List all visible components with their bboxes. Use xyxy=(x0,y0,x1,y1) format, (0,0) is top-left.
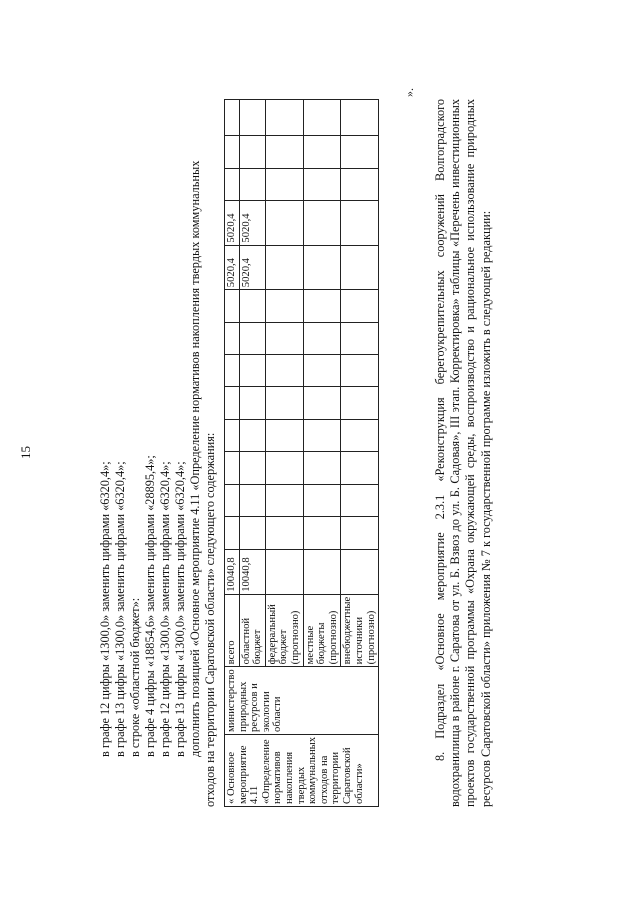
measure-table xyxy=(224,99,379,807)
value-cell: 5020,4 xyxy=(225,245,240,290)
table-row xyxy=(225,100,240,807)
closing-quote: ». xyxy=(402,88,416,97)
value-cell xyxy=(265,245,303,290)
value-cell xyxy=(303,245,341,290)
value-cell xyxy=(303,200,341,245)
value-cell: 5020,4 xyxy=(225,200,240,245)
total-cell: 10040,8 xyxy=(239,549,265,594)
executor-cell: министерство природных ресурсов и экологии области xyxy=(225,667,379,735)
source-cell: всего xyxy=(225,594,240,667)
total-cell xyxy=(341,549,379,594)
intro-line: дополнить позицией «Основное мероприятие 4.11 «Определение нормативов накопления твердых коммунальных xyxy=(188,160,202,757)
source-cell: областной бюджет xyxy=(239,594,265,667)
total-cell: 10040,8 xyxy=(225,549,240,594)
value-cell xyxy=(341,245,379,290)
page-number: 15 xyxy=(18,446,33,459)
text-line: в графе 12 цифры «1300,0» заменить цифрами «6320,4»; xyxy=(158,461,172,757)
total-cell xyxy=(265,549,303,594)
value-cell xyxy=(265,200,303,245)
text-line: в графе 4 цифры «18854,6» заменить цифрами «28895,4»; xyxy=(143,455,157,757)
text-line: в графе 13 цифры «1300,0» заменить цифрами «6320,4»; xyxy=(113,461,127,757)
value-cell xyxy=(341,200,379,245)
measure-name-cell: « Основное мероприятие 4.11 «Определение нормативов накопления твердых коммунальных отходов на территории Саратовской области» xyxy=(225,734,379,806)
text-line: в графе 12 цифры «1300,0» заменить цифрами «6320,4»; xyxy=(98,461,112,757)
text-line: в графе 13 цифры «1300,0» заменить цифрами «6320,4»; xyxy=(173,461,187,757)
value-cell: 5020,4 xyxy=(239,200,265,245)
source-cell: местные бюджеты (прогнозно) xyxy=(303,594,341,667)
paragraph-8: 8. Подраздел «Основное мероприятие 2.3.1 «Реконструкция берегоукрепительных сооружений Волгоградского водохранилища в районе г. Саратова от ул. Б. Взвоз до ул. Б. Садовая», III этап. Корректировка» таблицы «Перечень инвестиционных проектов государственной программы «Охрана окружающей среды, воспроизводство и рациональное использование природных ресурсов Саратовской области» приложения № 7 к государственной программе изложить в следующей редакции: xyxy=(433,99,493,807)
source-cell: внебюджетные источники (прогнозно) xyxy=(341,594,379,667)
total-cell xyxy=(303,549,341,594)
value-cell: 5020,4 xyxy=(239,245,265,290)
intro-line: отходов на территории Саратовской области» следующего содержания: xyxy=(203,432,217,807)
source-cell: федеральный бюджет (прогнозно) xyxy=(265,594,303,667)
text-line: в строке «областной бюджет»: xyxy=(128,597,142,757)
